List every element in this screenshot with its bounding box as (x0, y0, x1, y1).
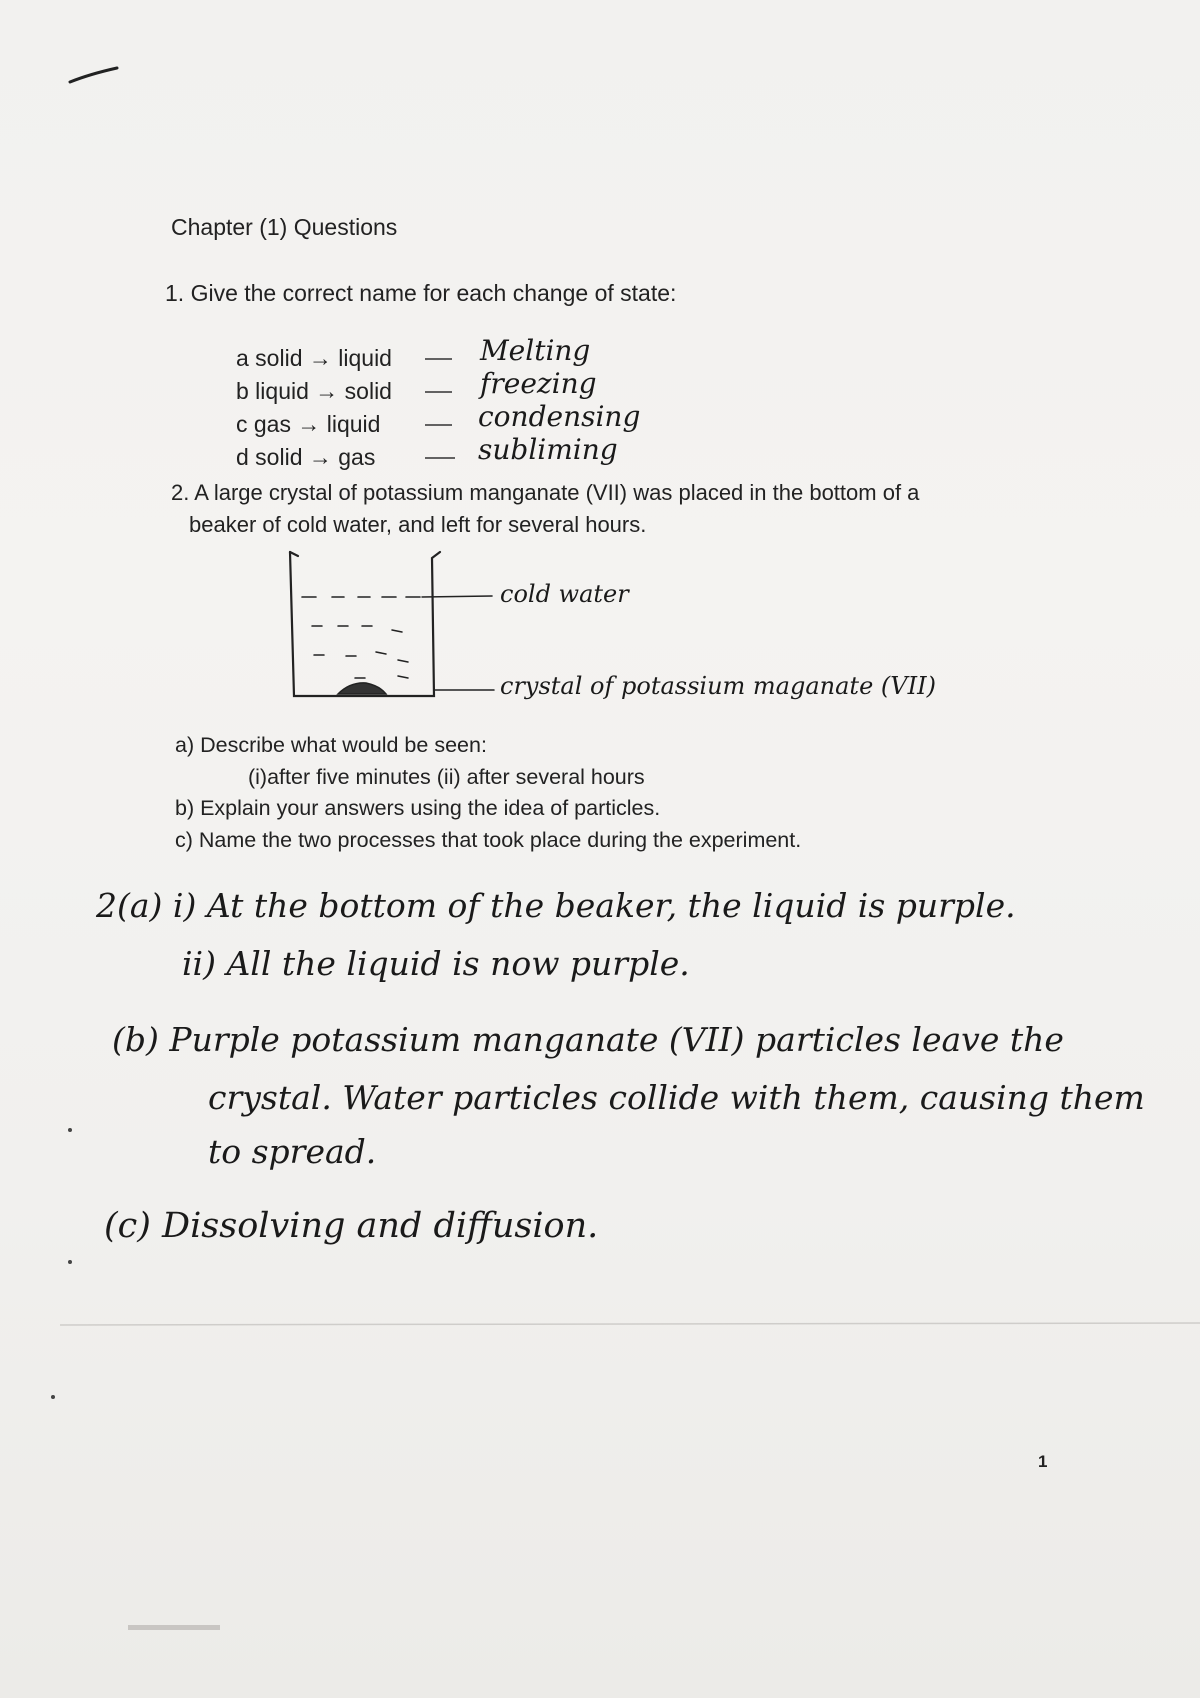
question-2-line-1: 2. A large crystal of potassium manganate (VII) was placed in the bottom of a (171, 480, 920, 505)
state-change-row-d (236, 444, 375, 471)
question-2a-sub: (i)after five minutes (ii) after several hours (248, 765, 645, 789)
pen-mark (70, 68, 117, 82)
state-change-label: a solid → liquid (236, 345, 392, 371)
question-2a: a) Describe what would be seen: (175, 733, 487, 757)
beaker-diagram (290, 552, 494, 696)
state-change-row-c (236, 411, 380, 438)
answer-2b-line-2: crystal. Water particles collide with them, causing them (208, 1078, 1145, 1117)
answer-2b-line-1: (b) Purple potassium manganate (VII) particles leave the (112, 1020, 1064, 1059)
state-change-row-a (236, 345, 392, 372)
answer-2a-i: 2(a) i) At the bottom of the beaker, the liquid is purple. (96, 886, 1016, 925)
label-cold-water: cold water (500, 580, 629, 608)
question-2b: b) Explain your answers using the idea of particles. (175, 796, 661, 820)
question-1-prompt: 1. Give the correct name for each change of state: (165, 280, 677, 306)
state-change-row-b (236, 378, 392, 405)
answer-2a-ii: ii) All the liquid is now purple. (182, 944, 690, 983)
state-change-label: c gas → liquid (236, 411, 381, 437)
page-title: Chapter (1) Questions (171, 214, 398, 240)
question-2c: c) Name the two processes that took place during the experiment. (175, 828, 802, 852)
water-dashes (312, 626, 408, 678)
question-2-line-2: beaker of cold water, and left for several hours. (189, 512, 647, 537)
crystal (338, 683, 386, 694)
state-change-label: d solid → gas (236, 444, 376, 470)
beaker-outline (290, 552, 440, 696)
state-change-label: b liquid → solid (236, 378, 392, 404)
page-number: 1 (1038, 1452, 1048, 1471)
answer-2c: (c) Dissolving and diffusion. (104, 1206, 599, 1246)
answer-2b-line-3: to spread. (208, 1132, 377, 1171)
water-label-line (422, 596, 492, 597)
answer-d: subliming (478, 433, 618, 466)
speck (51, 1395, 55, 1399)
smudge-mark (128, 1625, 220, 1630)
answer-a: Melting (480, 334, 591, 367)
speck (68, 1260, 72, 1264)
answer-b: freezing (480, 367, 597, 400)
faint-divider (60, 1323, 1200, 1325)
question-2-prompt (171, 477, 919, 541)
label-crystal: crystal of potassium maganate (VII) (500, 672, 936, 700)
speck (68, 1128, 72, 1132)
answer-c: condensing (478, 400, 641, 433)
